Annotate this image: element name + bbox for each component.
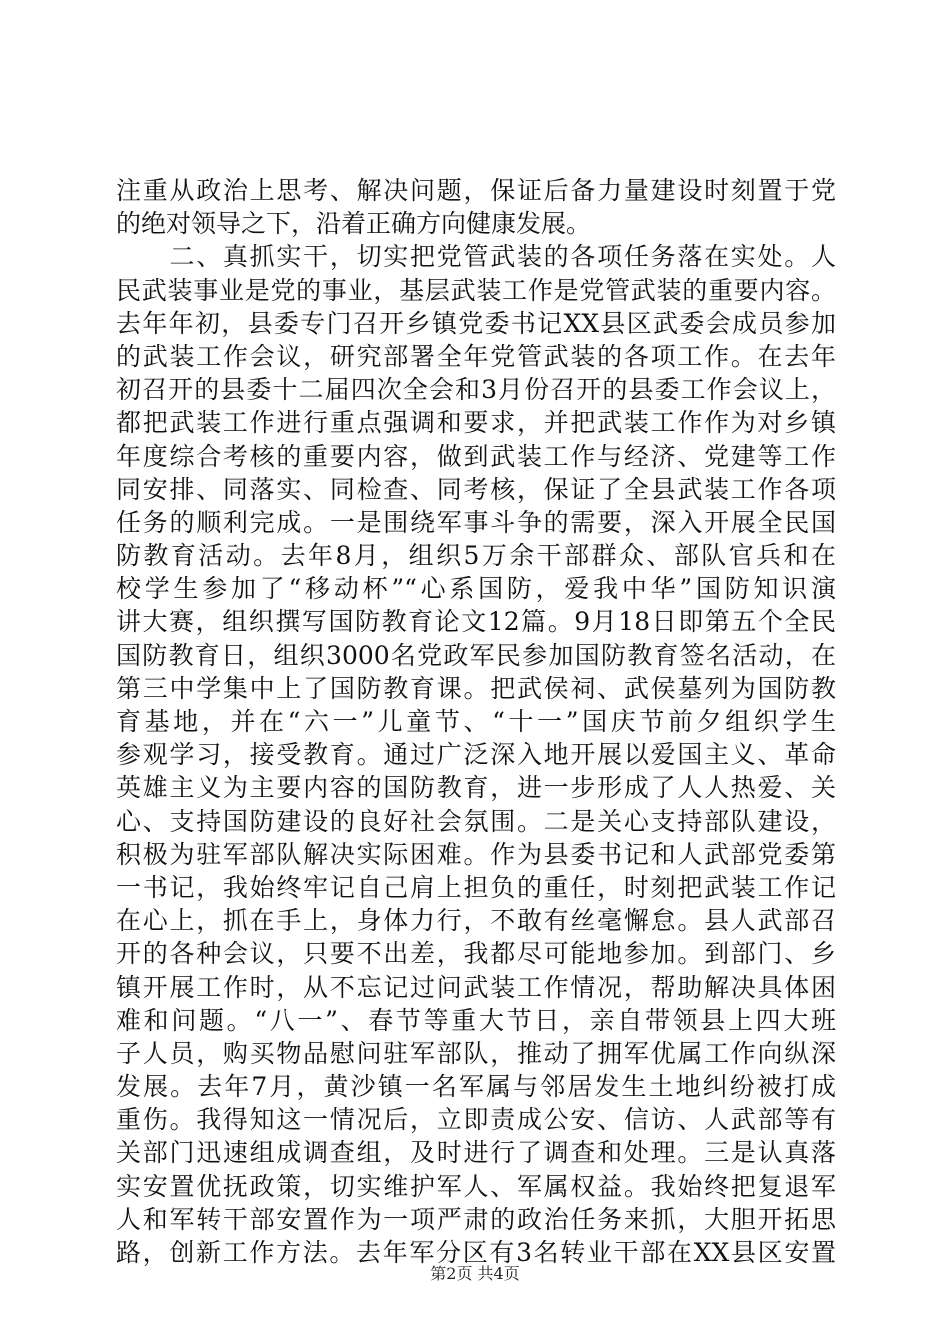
text-line: 校学生参加了“移动杯”“心系国防，爱我中华”国防知识演 [116,574,836,604]
text-line: 的武装工作会议，研究部署全年党管武装的各项工作。在去年 [116,341,836,371]
text-line: 人和军转干部安置作为一项严肃的政治任务来抓，大胆开拓思 [116,1204,836,1234]
text-line: 的绝对领导之下，沿着正确方向健康发展。 [116,209,592,239]
text-line: 同安排、同落实、同检查、同考核，保证了全县武装工作各项 [116,474,836,504]
text-line: 关部门迅速组成调查组，及时进行了调查和处理。三是认真落 [116,1138,836,1168]
text-line: 发展。去年7月，黄沙镇一名军属与邻居发生土地纠纷被打成 [116,1072,836,1102]
text-line: 去年年初，县委专门召开乡镇党委书记XX县区武委会成员参加 [116,308,836,338]
text-line: 讲大赛，组织撰写国防教育论文12篇。9月18日即第五个全民 [116,607,836,637]
text-line: 英雄主义为主要内容的国防教育，进一步形成了人人热爱、关 [116,773,836,803]
text-line: 民武装事业是党的事业，基层武装工作是党管武装的重要内容。 [116,275,836,305]
text-line: 在心上，抓在手上，身体力行，不敢有丝毫懈怠。县人武部召 [116,906,836,936]
text-line: 路，创新工作方法。去年军分区有3名转业干部在XX县区安置 [116,1238,836,1267]
text-line: 二、真抓实干，切实把党管武装的各项任务落在实处。人 [116,242,836,272]
text-line: 实安置优抚政策，切实维护军人、军属权益。我始终把复退军 [116,1171,836,1201]
text-line: 第三中学集中上了国防教育课。把武侯祠、武侯墓列为国防教 [116,673,836,703]
text-line: 任务的顺利完成。一是围绕军事斗争的需要，深入开展全民国 [116,507,836,537]
text-line: 心、支持国防建设的良好社会氛围。二是关心支持部队建设， [116,806,836,836]
text-line: 一书记，我始终牢记自己肩上担负的重任，时刻把武装工作记 [116,872,836,902]
page-number-footer: 第2页 共4页 [430,1264,520,1283]
text-line: 初召开的县委十二届四次全会和3月份召开的县委工作会议上， [116,375,836,405]
text-line: 参观学习，接受教育。通过广泛深入地开展以爱国主义、革命 [116,740,836,770]
text-line: 开的各种会议，只要不出差，我都尽可能地参加。到部门、乡 [116,939,836,969]
text-line: 难和问题。“八一”、春节等重大节日，亲自带领县上四大班 [116,1005,836,1035]
body-text [116,174,836,1269]
text-line: 年度综合考核的重要内容，做到武装工作与经济、党建等工作 [116,441,836,471]
text-line: 重伤。我得知这一情况后，立即责成公安、信访、人武部等有 [116,1105,836,1135]
text-line: 积极为驻军部队解决实际困难。作为县委书记和人武部党委第 [116,839,836,869]
text-line: 防教育活动。去年8月，组织5万余干部群众、部队官兵和在 [116,541,836,571]
text-line: 育基地，并在“六一”儿童节、“十一”国庆节前夕组织学生 [116,707,836,736]
text-line: 镇开展工作时，从不忘记过问武装工作情况，帮助解决具体困 [116,972,836,1002]
text-line: 注重从政治上思考、解决问题，保证后备力量建设时刻置于党 [116,176,836,205]
text-line: 都把武装工作进行重点强调和要求，并把武装工作作为对乡镇 [116,408,836,438]
text-line: 国防教育日，组织3000名党政军民参加国防教育签名活动，在 [116,640,836,670]
text-line: 子人员，购买物品慰问驻军部队，推动了拥军优属工作向纵深 [116,1038,836,1068]
